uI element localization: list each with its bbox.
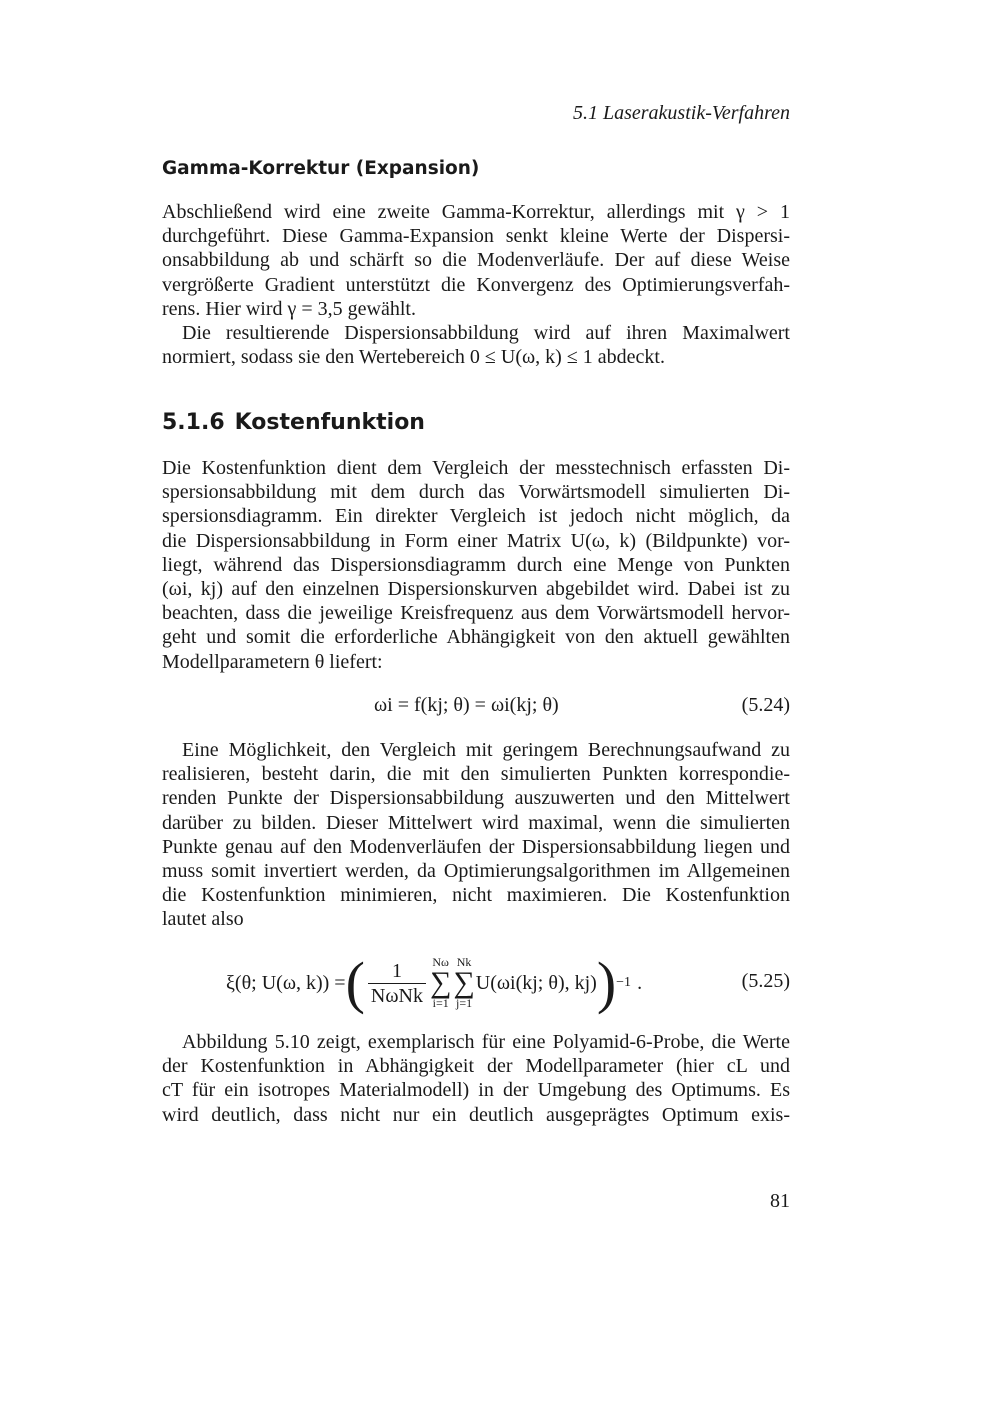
paragraph-cost-function-intro <box>162 456 790 674</box>
text-line: muss somit invertiert werden, da Optimierungsalgorithmen im Allgemeinen <box>162 860 790 883</box>
paragraph-heading-gamma-correction: Gamma-Korrektur (Expansion) <box>162 158 480 179</box>
section-number: 5.1.6 <box>162 410 225 435</box>
text-line: die Dispersionsabbildung in Form einer Matrix U(ω, k) (Bildpunkte) vor- <box>162 529 790 552</box>
paragraph-figure-reference <box>162 1030 790 1127</box>
text-line: renden Punkte der Dispersionsabbildung auszuwerten und den Mittelwert <box>162 787 790 810</box>
equation-body: ωi = f(kj; θ) = ωi(kj; θ) <box>374 694 559 716</box>
text-line: Abbildung 5.10 zeigt, exemplarisch für eine Polyamid-6-Probe, die Werte <box>182 1031 790 1053</box>
text-line: geht und somit die erforderliche Abhängigkeit von den aktuell gewählten <box>162 626 790 649</box>
text-line: durchgeführt. Diese Gamma-Expansion senkt kleine Werte der Dispersi- <box>162 225 790 248</box>
text-line: normiert, sodass sie den Wertebereich 0 ≤ U(ω, k) ≤ 1 abdeckt. <box>162 346 665 369</box>
equation-number: (5.25) <box>741 970 790 992</box>
text-line: Die resultierende Dispersionsabbildung wird auf ihren Maximalwert <box>182 322 790 345</box>
fraction-numerator: 1 <box>368 959 426 984</box>
left-paren: ( <box>345 950 365 1015</box>
text-line: die Kostenfunktion minimieren, nicht maximieren. Die Kostenfunktion <box>162 884 790 907</box>
sum-lower-limit: j=1 <box>456 996 473 1010</box>
text-line: spersionsdiagramm. Ein direkter Vergleich ist jedoch nicht möglich, da <box>162 505 790 528</box>
text-line: Abschließend wird eine zweite Gamma-Korrektur, allerdings mit γ > 1 <box>162 201 790 223</box>
sum-upper-limit: Nω <box>432 955 449 969</box>
text-line: onsabbildung ab und schärft so die Modenverläufe. Der auf diese Weise <box>162 249 790 272</box>
equation-body <box>226 942 642 1024</box>
text-line: cT für ein isotropes Materialmodell) in der Umgebung des Optimums. Es <box>162 1079 790 1102</box>
equation-5-25 <box>162 942 790 1024</box>
sigma-icon: ∑ <box>429 966 452 999</box>
text-line: darüber zu bilden. Dieser Mittelwert wird maximal, wenn die simulierten <box>162 811 790 834</box>
sum-operator-i <box>430 956 451 1010</box>
section-heading <box>162 410 425 435</box>
text-line: wird deutlich, dass nicht nur ein deutlich ausgeprägtes Optimum exis- <box>162 1103 790 1126</box>
text-line: realisieren, besteht darin, die mit den simulierten Punkten korrespondie- <box>162 763 790 786</box>
equation-lhs: ξ(θ; U(ω, k)) = <box>226 971 346 994</box>
fraction-denominator: NωNk <box>370 984 423 1007</box>
text-line: lautet also <box>162 908 244 931</box>
text-line: (ωi, kj) auf den einzelnen Dispersionskurven abgebildet wird. Dabei ist zu <box>162 578 790 601</box>
text-line: Die Kostenfunktion dient dem Vergleich der messtechnisch erfassten Di- <box>162 457 790 479</box>
equation-5-24 <box>162 694 790 720</box>
paragraph-cost-function-derivation <box>162 738 790 932</box>
equation-number: (5.24) <box>741 694 790 716</box>
section-title: Kostenfunktion <box>234 410 425 435</box>
sigma-icon: ∑ <box>453 966 475 999</box>
exponent: −1 <box>616 975 632 990</box>
text-line: Eine Möglichkeit, den Vergleich mit geringem Berechnungsaufwand zu <box>182 739 790 761</box>
sum-upper-limit: Nk <box>456 955 472 969</box>
text-line: der Kostenfunktion in Abhängigkeit der Modellparameter (hier cL und <box>162 1055 790 1078</box>
text-line: spersionsabbildung mit dem durch das Vorwärtsmodell simulierten Di- <box>162 481 790 504</box>
sum-lower-limit: i=1 <box>432 996 449 1010</box>
running-header: 5.1 Laserakustik-Verfahren <box>572 102 790 124</box>
text-line: Modellparametern θ liefert: <box>162 650 383 673</box>
paragraph-gamma-expansion <box>162 200 790 369</box>
page-number: 81 <box>770 1190 790 1212</box>
right-paren: ) <box>596 950 617 1015</box>
equation-trailing-period: . <box>637 971 643 994</box>
text-line: beachten, dass die jeweilige Kreisfrequenz aus dem Vorwärtsmodell hervor- <box>162 602 790 625</box>
text-line: Punkte genau auf den Modenverläufen der Dispersionsabbildung liegen und <box>162 835 790 858</box>
sum-operator-j <box>453 956 474 1010</box>
text-line: rens. Hier wird γ = 3,5 gewählt. <box>162 297 416 320</box>
fraction <box>368 959 426 1008</box>
text-line: vergrößerte Gradient unterstützt die Konvergenz des Optimierungsverfah- <box>162 273 790 296</box>
summand: U(ωi(kj; θ), kj) <box>475 971 597 994</box>
text-line: liegt, während das Dispersionsdiagramm durch eine Menge von Punkten <box>162 553 790 576</box>
